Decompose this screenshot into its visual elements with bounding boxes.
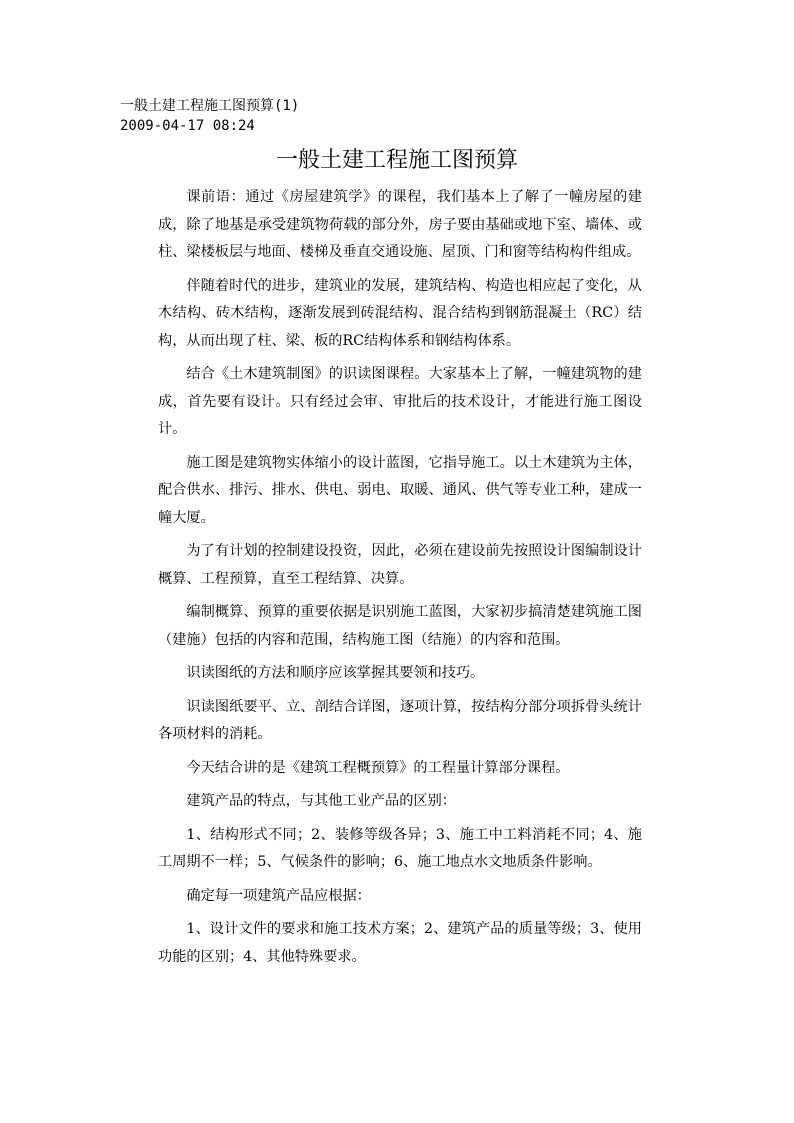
paragraph-basis-heading: 确定每一项建筑产品应根据： bbox=[186, 887, 371, 904]
paragraph-history: 伴随着时代的进步，建筑业的发展，建筑结构、构造也相应起了变化，从木结构、砖木结构，逐渐发展到砖混结构、混合结构到钢筋混凝土（RC）结构，从而出现了柱、梁、板的RC结构体系和钢结构体系。 bbox=[158, 277, 642, 349]
paragraph-estimate-basis: 编制概算、预算的重要依据是识别施工蓝图，大家初步搞清楚建筑施工图（建施）包括的内容和范围，结构施工图（结施）的内容和范围。 bbox=[158, 604, 642, 648]
paragraph-reading-steps: 识读图纸要平、立、剖结合详图，逐项计算，按结构分部分项拆骨头统计各项材料的消耗。 bbox=[158, 698, 642, 742]
document-title: 一般土建工程施工图预算 bbox=[275, 148, 518, 173]
paragraph-reading-method: 识读图纸的方法和顺序应该掌握其要领和技巧。 bbox=[186, 665, 485, 681]
paragraph-design: 结合《土木建筑制图》的识读图课程。大家基本上了解，一幢建筑物的建成，首先要有设计。只有经过会审、审批后的技术设计，才能进行施工图设计。 bbox=[158, 366, 642, 437]
paragraph-intro: 课前语：通过《房屋建筑学》的课程，我们基本上了解了一幢房屋的建成，除了地基是承受建筑物荷载的部分外，房子要由基础或地下室、墙体、或柱、梁楼板层与地面、楼梯及垂直交通设施、屋顶、门和窗等结构构件组成。 bbox=[158, 189, 642, 260]
paragraph-construction-drawings: 施工图是建筑物实体缩小的设计蓝图，它指导施工。以土木建筑为主体，配合供水、排污、排水、供电、弱电、取暖、通风、供气等专业工种，建成一幢大厦。 bbox=[158, 454, 642, 526]
paragraph-course-topic: 今天结合讲的是《建筑工程概预算》的工程量计算部分课程。 bbox=[186, 759, 570, 776]
post-header bbox=[120, 96, 299, 136]
document-body bbox=[158, 184, 642, 977]
post-title: 一般土建工程施工图预算(1) bbox=[120, 98, 300, 114]
paragraph-product-features-list: 1、结构形式不同；2、装修等级各异；3、施工中工料消耗不同；4、施工周期不一样；5、气候条件的影响；6、施工地点水文地质条件影响。 bbox=[158, 826, 642, 870]
paragraph-product-features-heading: 建筑产品的特点，与其他工业产品的区别： bbox=[186, 793, 456, 809]
post-timestamp: 2009-04-17 08:24 bbox=[120, 118, 255, 134]
paragraph-basis-list: 1、设计文件的要求和施工技术方案；2、建筑产品的质量等级；3、使用功能的区别；4、其他特殊要求。 bbox=[158, 921, 642, 965]
paragraph-budget-control: 为了有计划的控制建设投资，因此，必须在建设前先按照设计图编制设计概算、工程预算，直至工程结算、决算。 bbox=[158, 543, 642, 587]
